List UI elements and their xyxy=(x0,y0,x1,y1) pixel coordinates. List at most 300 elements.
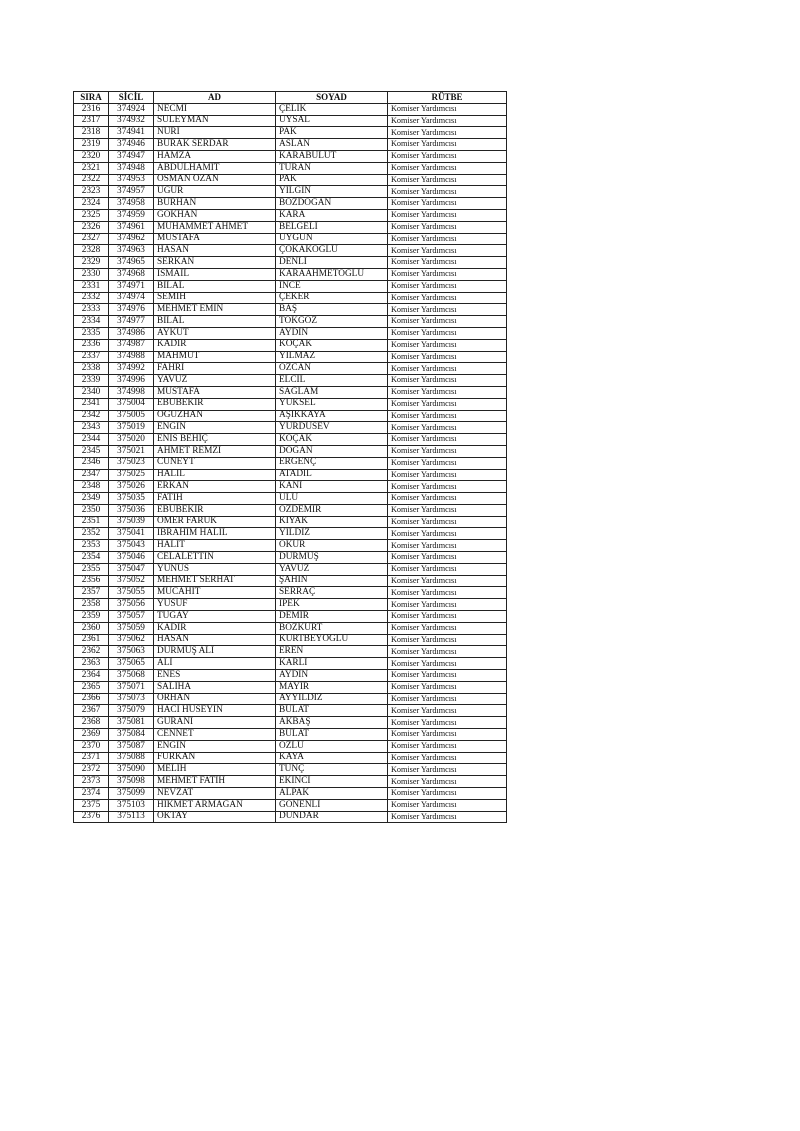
cell-sira: 2333 xyxy=(74,304,109,316)
cell-sira: 2365 xyxy=(74,681,109,693)
cell-sira: 2357 xyxy=(74,587,109,599)
cell-sicil: 374968 xyxy=(109,268,154,280)
cell-sicil: 374986 xyxy=(109,327,154,339)
cell-rutbe: Komiser Yardımcısı xyxy=(388,327,507,339)
cell-ad: ÖMER FARUK xyxy=(154,516,276,528)
cell-sira: 2329 xyxy=(74,257,109,269)
cell-rutbe: Komiser Yardımcısı xyxy=(388,705,507,717)
cell-rutbe: Komiser Yardımcısı xyxy=(388,563,507,575)
cell-rutbe: Komiser Yardımcısı xyxy=(388,681,507,693)
cell-rutbe: Komiser Yardımcısı xyxy=(388,339,507,351)
table-row xyxy=(74,221,507,233)
cell-ad: MEHMET FATİH xyxy=(154,776,276,788)
table-row xyxy=(74,563,507,575)
cell-sicil: 375090 xyxy=(109,764,154,776)
cell-soyad: GÖNENLİ xyxy=(276,799,388,811)
cell-sicil: 374992 xyxy=(109,363,154,375)
cell-ad: BİLAL xyxy=(154,280,276,292)
cell-sira: 2348 xyxy=(74,481,109,493)
cell-soyad: YÜKSEL xyxy=(276,398,388,410)
cell-ad: YAVUZ xyxy=(154,375,276,387)
cell-rutbe: Komiser Yardımcısı xyxy=(388,292,507,304)
cell-ad: NECMİ xyxy=(154,103,276,115)
cell-sira: 2339 xyxy=(74,375,109,387)
table-row xyxy=(74,622,507,634)
cell-soyad: ÇOKAKOĞLU xyxy=(276,245,388,257)
table-row xyxy=(74,469,507,481)
cell-ad: BİLAL xyxy=(154,316,276,328)
cell-sira: 2361 xyxy=(74,634,109,646)
cell-soyad: OKUR xyxy=(276,540,388,552)
table-row xyxy=(74,729,507,741)
cell-sicil: 374961 xyxy=(109,221,154,233)
cell-sira: 2352 xyxy=(74,528,109,540)
cell-ad: BURHAN xyxy=(154,198,276,210)
cell-soyad: BULAT xyxy=(276,705,388,717)
cell-sicil: 375113 xyxy=(109,811,154,823)
cell-ad: OSMAN OZAN xyxy=(154,174,276,186)
cell-sira: 2327 xyxy=(74,233,109,245)
cell-soyad: KANİ xyxy=(276,481,388,493)
cell-rutbe: Komiser Yardımcısı xyxy=(388,622,507,634)
cell-sicil: 374998 xyxy=(109,386,154,398)
cell-soyad: İNCE xyxy=(276,280,388,292)
cell-soyad: AYDIN xyxy=(276,327,388,339)
cell-sicil: 374963 xyxy=(109,245,154,257)
cell-rutbe: Komiser Yardımcısı xyxy=(388,552,507,564)
cell-ad: DURMUŞ ALİ xyxy=(154,646,276,658)
cell-ad: ENGİN xyxy=(154,422,276,434)
table-row xyxy=(74,233,507,245)
header-ad: AD xyxy=(154,92,276,104)
cell-ad: MEHMET EMİN xyxy=(154,304,276,316)
cell-rutbe: Komiser Yardımcısı xyxy=(388,493,507,505)
cell-sicil: 375005 xyxy=(109,410,154,422)
cell-sicil: 375055 xyxy=(109,587,154,599)
cell-ad: FURKAN xyxy=(154,752,276,764)
cell-soyad: TUNÇ xyxy=(276,764,388,776)
cell-ad: MUSTAFA xyxy=(154,233,276,245)
cell-soyad: İPEK xyxy=(276,599,388,611)
cell-sicil: 375084 xyxy=(109,729,154,741)
cell-soyad: ATADİL xyxy=(276,469,388,481)
cell-rutbe: Komiser Yardımcısı xyxy=(388,422,507,434)
cell-sicil: 375041 xyxy=(109,528,154,540)
cell-sicil: 374977 xyxy=(109,316,154,328)
cell-soyad: DOĞAN xyxy=(276,445,388,457)
cell-rutbe: Komiser Yardımcısı xyxy=(388,257,507,269)
cell-sira: 2360 xyxy=(74,622,109,634)
cell-sira: 2328 xyxy=(74,245,109,257)
cell-rutbe: Komiser Yardımcısı xyxy=(388,504,507,516)
cell-sicil: 375063 xyxy=(109,646,154,658)
cell-sira: 2319 xyxy=(74,139,109,151)
cell-rutbe: Komiser Yardımcısı xyxy=(388,528,507,540)
cell-soyad: AYDIN xyxy=(276,670,388,682)
table-row xyxy=(74,681,507,693)
cell-sicil: 374965 xyxy=(109,257,154,269)
table-row xyxy=(74,528,507,540)
cell-sira: 2341 xyxy=(74,398,109,410)
table-row xyxy=(74,717,507,729)
cell-ad: HACI HÜSEYİN xyxy=(154,705,276,717)
cell-ad: HASAN xyxy=(154,634,276,646)
cell-sicil: 375039 xyxy=(109,516,154,528)
cell-soyad: ÖZCAN xyxy=(276,363,388,375)
table-row xyxy=(74,764,507,776)
table-row xyxy=(74,575,507,587)
table-row xyxy=(74,752,507,764)
table-row xyxy=(74,811,507,823)
cell-soyad: MAYIR xyxy=(276,681,388,693)
table-row xyxy=(74,103,507,115)
cell-sira: 2346 xyxy=(74,457,109,469)
table-row xyxy=(74,410,507,422)
cell-sicil: 374959 xyxy=(109,209,154,221)
table-row xyxy=(74,434,507,446)
table-row xyxy=(74,115,507,127)
cell-ad: FATİH xyxy=(154,493,276,505)
cell-sira: 2323 xyxy=(74,186,109,198)
cell-soyad: AŞIKKAYA xyxy=(276,410,388,422)
cell-sicil: 375103 xyxy=(109,799,154,811)
cell-ad: BURAK SERDAR xyxy=(154,139,276,151)
cell-soyad: PAK xyxy=(276,174,388,186)
table-header-row xyxy=(74,92,507,104)
cell-sira: 2375 xyxy=(74,799,109,811)
table-row xyxy=(74,705,507,717)
cell-sira: 2340 xyxy=(74,386,109,398)
cell-sicil: 374924 xyxy=(109,103,154,115)
cell-rutbe: Komiser Yardımcısı xyxy=(388,457,507,469)
cell-soyad: DEMİR xyxy=(276,611,388,623)
cell-ad: SEMİH xyxy=(154,292,276,304)
cell-rutbe: Komiser Yardımcısı xyxy=(388,174,507,186)
cell-soyad: ASLAN xyxy=(276,139,388,151)
cell-sira: 2354 xyxy=(74,552,109,564)
cell-soyad: KARA xyxy=(276,209,388,221)
cell-sicil: 375056 xyxy=(109,599,154,611)
header-soyad: SOYAD xyxy=(276,92,388,104)
table-row xyxy=(74,740,507,752)
cell-sicil: 374996 xyxy=(109,375,154,387)
cell-ad: HALİL xyxy=(154,469,276,481)
table-row xyxy=(74,363,507,375)
cell-soyad: YILMAZ xyxy=(276,351,388,363)
table-row xyxy=(74,516,507,528)
cell-rutbe: Komiser Yardımcısı xyxy=(388,729,507,741)
cell-ad: AYKUT xyxy=(154,327,276,339)
table-row xyxy=(74,292,507,304)
table-row xyxy=(74,398,507,410)
cell-ad: ENGİN xyxy=(154,740,276,752)
cell-rutbe: Komiser Yardımcısı xyxy=(388,799,507,811)
cell-ad: KADİR xyxy=(154,622,276,634)
cell-rutbe: Komiser Yardımcısı xyxy=(388,245,507,257)
cell-sira: 2345 xyxy=(74,445,109,457)
cell-ad: OĞUZHAN xyxy=(154,410,276,422)
cell-sira: 2364 xyxy=(74,670,109,682)
cell-soyad: ELCİL xyxy=(276,375,388,387)
cell-rutbe: Komiser Yardımcısı xyxy=(388,103,507,115)
cell-soyad: ÖZDEMİR xyxy=(276,504,388,516)
cell-rutbe: Komiser Yardımcısı xyxy=(388,445,507,457)
cell-ad: TUĞAY xyxy=(154,611,276,623)
cell-ad: MUHAMMET AHMET xyxy=(154,221,276,233)
table-row xyxy=(74,186,507,198)
cell-soyad: ÖZLÜ xyxy=(276,740,388,752)
cell-rutbe: Komiser Yardımcısı xyxy=(388,481,507,493)
cell-rutbe: Komiser Yardımcısı xyxy=(388,209,507,221)
cell-rutbe: Komiser Yardımcısı xyxy=(388,316,507,328)
table-row xyxy=(74,445,507,457)
cell-sicil: 374976 xyxy=(109,304,154,316)
cell-soyad: KAYA xyxy=(276,752,388,764)
cell-sira: 2334 xyxy=(74,316,109,328)
cell-sicil: 375071 xyxy=(109,681,154,693)
cell-rutbe: Komiser Yardımcısı xyxy=(388,646,507,658)
cell-rutbe: Komiser Yardımcısı xyxy=(388,139,507,151)
cell-rutbe: Komiser Yardımcısı xyxy=(388,375,507,387)
cell-soyad: ALPAK xyxy=(276,788,388,800)
table-row xyxy=(74,658,507,670)
cell-rutbe: Komiser Yardımcısı xyxy=(388,304,507,316)
cell-sira: 2353 xyxy=(74,540,109,552)
cell-rutbe: Komiser Yardımcısı xyxy=(388,198,507,210)
cell-soyad: YILDIZ xyxy=(276,528,388,540)
table-row xyxy=(74,493,507,505)
cell-sira: 2332 xyxy=(74,292,109,304)
cell-sicil: 375043 xyxy=(109,540,154,552)
table-row xyxy=(74,375,507,387)
cell-sicil: 375079 xyxy=(109,705,154,717)
table-row xyxy=(74,504,507,516)
cell-rutbe: Komiser Yardımcısı xyxy=(388,788,507,800)
cell-sicil: 375073 xyxy=(109,693,154,705)
cell-sicil: 375052 xyxy=(109,575,154,587)
cell-sicil: 375026 xyxy=(109,481,154,493)
cell-soyad: DURMUŞ xyxy=(276,552,388,564)
personnel-table xyxy=(73,91,507,823)
cell-ad: GÜRANİ xyxy=(154,717,276,729)
cell-soyad: ÇEKER xyxy=(276,292,388,304)
cell-sira: 2373 xyxy=(74,776,109,788)
cell-sira: 2362 xyxy=(74,646,109,658)
table-row xyxy=(74,268,507,280)
cell-sicil: 374946 xyxy=(109,139,154,151)
cell-rutbe: Komiser Yardımcısı xyxy=(388,186,507,198)
cell-soyad: AKBAŞ xyxy=(276,717,388,729)
cell-ad: ORHAN xyxy=(154,693,276,705)
cell-sicil: 375020 xyxy=(109,434,154,446)
cell-rutbe: Komiser Yardımcısı xyxy=(388,634,507,646)
cell-soyad: ULU xyxy=(276,493,388,505)
cell-sira: 2316 xyxy=(74,103,109,115)
cell-ad: İSMAİL xyxy=(154,268,276,280)
cell-rutbe: Komiser Yardımcısı xyxy=(388,587,507,599)
cell-ad: MEHMET SERHAT xyxy=(154,575,276,587)
cell-sicil: 374953 xyxy=(109,174,154,186)
cell-ad: HAMZA xyxy=(154,150,276,162)
cell-sicil: 374947 xyxy=(109,150,154,162)
cell-ad: CELALETTİN xyxy=(154,552,276,564)
header-sira: SIRA xyxy=(74,92,109,104)
cell-ad: MAHMUT xyxy=(154,351,276,363)
cell-soyad: ERGENÇ xyxy=(276,457,388,469)
cell-soyad: UYSAL xyxy=(276,115,388,127)
cell-sicil: 375059 xyxy=(109,622,154,634)
cell-sira: 2326 xyxy=(74,221,109,233)
cell-sicil: 375081 xyxy=(109,717,154,729)
cell-ad: UĞUR xyxy=(154,186,276,198)
table-row xyxy=(74,587,507,599)
cell-rutbe: Komiser Yardımcısı xyxy=(388,150,507,162)
table-row xyxy=(74,198,507,210)
cell-sicil: 375068 xyxy=(109,670,154,682)
cell-sicil: 375087 xyxy=(109,740,154,752)
cell-sicil: 375098 xyxy=(109,776,154,788)
cell-rutbe: Komiser Yardımcısı xyxy=(388,599,507,611)
cell-rutbe: Komiser Yardımcısı xyxy=(388,670,507,682)
table-row xyxy=(74,634,507,646)
cell-sicil: 375088 xyxy=(109,752,154,764)
table-row xyxy=(74,139,507,151)
cell-sira: 2358 xyxy=(74,599,109,611)
cell-soyad: BELGELİ xyxy=(276,221,388,233)
cell-soyad: KURTBEYOĞLU xyxy=(276,634,388,646)
cell-sira: 2351 xyxy=(74,516,109,528)
table-row xyxy=(74,540,507,552)
cell-sicil: 375047 xyxy=(109,563,154,575)
table-row xyxy=(74,209,507,221)
cell-ad: YUSUF xyxy=(154,599,276,611)
cell-ad: OKTAY xyxy=(154,811,276,823)
cell-sicil: 374932 xyxy=(109,115,154,127)
cell-sicil: 374974 xyxy=(109,292,154,304)
cell-soyad: DÜNDAR xyxy=(276,811,388,823)
cell-rutbe: Komiser Yardımcısı xyxy=(388,776,507,788)
table-row xyxy=(74,693,507,705)
cell-sira: 2349 xyxy=(74,493,109,505)
cell-sicil: 375019 xyxy=(109,422,154,434)
table-row xyxy=(74,670,507,682)
cell-rutbe: Komiser Yardımcısı xyxy=(388,351,507,363)
cell-rutbe: Komiser Yardımcısı xyxy=(388,363,507,375)
header-sicil: SİCİL xyxy=(109,92,154,104)
cell-rutbe: Komiser Yardımcısı xyxy=(388,740,507,752)
cell-sicil: 374971 xyxy=(109,280,154,292)
cell-sira: 2376 xyxy=(74,811,109,823)
cell-soyad: ÇELİK xyxy=(276,103,388,115)
cell-ad: ALİ xyxy=(154,658,276,670)
cell-ad: ENES xyxy=(154,670,276,682)
cell-sira: 2317 xyxy=(74,115,109,127)
cell-sira: 2325 xyxy=(74,209,109,221)
cell-ad: ERKAN xyxy=(154,481,276,493)
cell-rutbe: Komiser Yardımcısı xyxy=(388,611,507,623)
table-row xyxy=(74,599,507,611)
cell-sira: 2370 xyxy=(74,740,109,752)
cell-soyad: BOZKURT xyxy=(276,622,388,634)
cell-soyad: KARAAHMETOĞLU xyxy=(276,268,388,280)
table-row xyxy=(74,150,507,162)
table-row xyxy=(74,280,507,292)
table-row xyxy=(74,162,507,174)
cell-rutbe: Komiser Yardımcısı xyxy=(388,693,507,705)
cell-sira: 2355 xyxy=(74,563,109,575)
cell-ad: FAHRİ xyxy=(154,363,276,375)
cell-soyad: SERRAÇ xyxy=(276,587,388,599)
cell-ad: AHMET REMZİ xyxy=(154,445,276,457)
cell-sira: 2342 xyxy=(74,410,109,422)
table-row xyxy=(74,351,507,363)
cell-sira: 2336 xyxy=(74,339,109,351)
table-row xyxy=(74,386,507,398)
cell-sicil: 375065 xyxy=(109,658,154,670)
cell-rutbe: Komiser Yardımcısı xyxy=(388,410,507,422)
cell-soyad: SAĞLAM xyxy=(276,386,388,398)
cell-soyad: UYĞUN xyxy=(276,233,388,245)
cell-soyad: KOÇAK xyxy=(276,339,388,351)
cell-sicil: 375036 xyxy=(109,504,154,516)
table-row xyxy=(74,611,507,623)
cell-sira: 2350 xyxy=(74,504,109,516)
cell-rutbe: Komiser Yardımcısı xyxy=(388,717,507,729)
cell-ad: SÜLEYMAN xyxy=(154,115,276,127)
cell-ad: KADİR xyxy=(154,339,276,351)
table-row xyxy=(74,127,507,139)
header-rutbe: RÜTBE xyxy=(388,92,507,104)
cell-soyad: KARLI xyxy=(276,658,388,670)
cell-soyad: YURDUSEV xyxy=(276,422,388,434)
cell-sicil: 375004 xyxy=(109,398,154,410)
cell-sira: 2363 xyxy=(74,658,109,670)
cell-sira: 2324 xyxy=(74,198,109,210)
cell-sicil: 375062 xyxy=(109,634,154,646)
cell-sira: 2330 xyxy=(74,268,109,280)
cell-sicil: 375099 xyxy=(109,788,154,800)
cell-rutbe: Komiser Yardımcısı xyxy=(388,386,507,398)
cell-sicil: 375035 xyxy=(109,493,154,505)
cell-sira: 2337 xyxy=(74,351,109,363)
cell-ad: MELİH xyxy=(154,764,276,776)
cell-soyad: BAŞ xyxy=(276,304,388,316)
cell-sicil: 374962 xyxy=(109,233,154,245)
cell-sicil: 374988 xyxy=(109,351,154,363)
cell-soyad: YAVUZ xyxy=(276,563,388,575)
cell-soyad: AYYILDIZ xyxy=(276,693,388,705)
cell-sicil: 375025 xyxy=(109,469,154,481)
cell-sicil: 375057 xyxy=(109,611,154,623)
cell-sira: 2371 xyxy=(74,752,109,764)
cell-sira: 2368 xyxy=(74,717,109,729)
cell-sira: 2366 xyxy=(74,693,109,705)
table-row xyxy=(74,245,507,257)
cell-sira: 2367 xyxy=(74,705,109,717)
cell-sicil: 374941 xyxy=(109,127,154,139)
cell-rutbe: Komiser Yardımcısı xyxy=(388,540,507,552)
cell-rutbe: Komiser Yardımcısı xyxy=(388,752,507,764)
cell-soyad: BOZDOĞAN xyxy=(276,198,388,210)
cell-ad: GÖKHAN xyxy=(154,209,276,221)
cell-sicil: 375046 xyxy=(109,552,154,564)
cell-ad: EBUBEKİR xyxy=(154,398,276,410)
cell-soyad: PAK xyxy=(276,127,388,139)
cell-rutbe: Komiser Yardımcısı xyxy=(388,268,507,280)
table-row xyxy=(74,799,507,811)
table-row xyxy=(74,339,507,351)
cell-soyad: KARABULUT xyxy=(276,150,388,162)
